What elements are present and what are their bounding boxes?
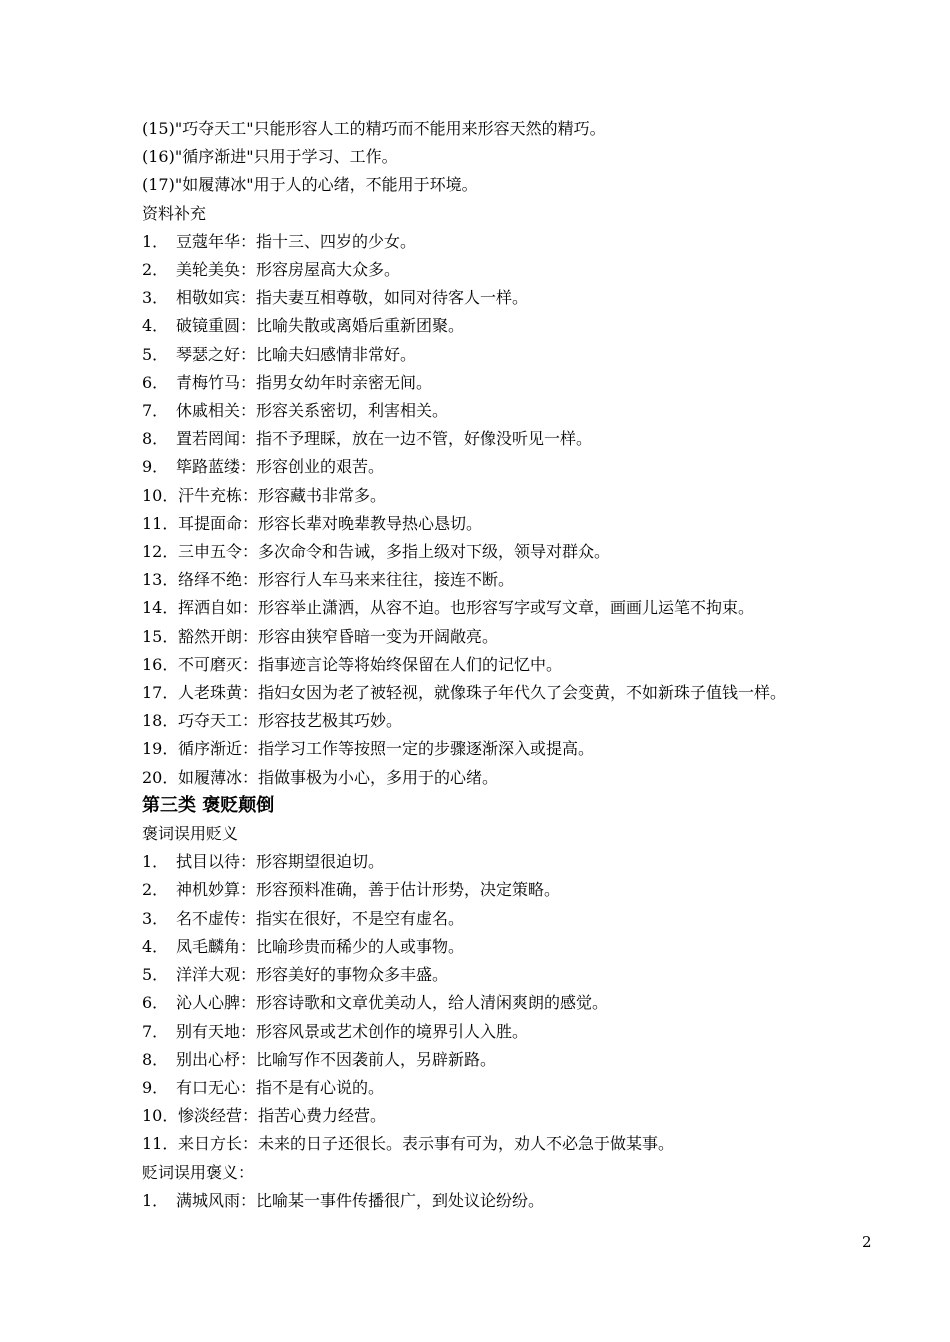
item-text: 人老珠黄：指妇女因为老了被轻视，就像珠子年代久了会变黄，不如新珠子值钱一样。 [178, 683, 787, 703]
item-number: 1． [142, 852, 169, 872]
list-item [142, 707, 902, 735]
item-text: 循序渐近：指学习工作等按照一定的步骤逐渐深入或提高。 [178, 739, 595, 759]
item-text: 如履薄冰：指做事极为小心，多用于的心绪。 [178, 767, 499, 787]
item-text: 拭目以待：形容期望很迫切。 [176, 852, 385, 872]
item-number: 3． [142, 908, 169, 928]
list-item [142, 425, 902, 453]
item-text: 美轮美奂：形容房屋高大众多。 [176, 260, 401, 280]
list-item [142, 876, 902, 904]
list-item [142, 482, 902, 510]
supplement-title: 资料补充 [142, 203, 207, 223]
item-text: 别出心杼：比喻写作不因袭前人，另辟新路。 [176, 1049, 497, 1069]
item-text: 洋洋大观：形容美好的事物众多丰盛。 [176, 965, 449, 985]
item-text: 来日方长：未来的日子还很长。表示事有可为，劝人不必急于做某事。 [178, 1134, 675, 1154]
document-body [142, 115, 902, 1215]
praise-title: 褒词误用贬义 [142, 824, 239, 844]
list-item [142, 397, 902, 425]
list-item [142, 1130, 902, 1158]
item-number: 4． [142, 316, 169, 336]
list-item [142, 679, 902, 707]
page-number: 2 [862, 1233, 872, 1251]
item-number: 8． [142, 1049, 169, 1069]
item-number: 15． [142, 626, 179, 646]
list-item [142, 1074, 902, 1102]
item-text: 巧夺天工：形容技艺极其巧妙。 [178, 711, 403, 731]
item-text: 三申五令：多次命令和告诫，多指上级对下级，领导对群众。 [178, 542, 611, 562]
item-number: 5． [142, 965, 169, 985]
item-number: 7． [142, 1021, 169, 1041]
item-number: 11． [142, 513, 179, 533]
list-item [142, 284, 902, 312]
note-line: (17)"如履薄冰"用于人的心绪，不能用于环境。 [142, 175, 478, 195]
list-item [142, 510, 902, 538]
item-number: 11． [142, 1134, 179, 1154]
derog-title: 贬词误用褒义： [142, 1162, 255, 1182]
item-number: 7． [142, 401, 169, 421]
item-text: 神机妙算：形容预料准确，善于估计形势，决定策略。 [176, 880, 561, 900]
item-number: 2． [142, 880, 169, 900]
item-number: 9． [142, 1077, 169, 1097]
list-item [142, 651, 902, 679]
item-text: 有口无心：指不是有心说的。 [176, 1077, 385, 1097]
list-item [142, 256, 902, 284]
item-text: 琴瑟之好：比喻夫妇感情非常好。 [176, 344, 417, 364]
item-number: 2． [142, 260, 169, 280]
item-text: 筚路蓝缕：形容创业的艰苦。 [176, 457, 385, 477]
item-number: 12． [142, 542, 179, 562]
item-number: 8． [142, 429, 169, 449]
item-text: 耳提面命：形容长辈对晚辈教导热心恳切。 [178, 513, 483, 533]
list-item [142, 453, 902, 481]
item-text: 置若罔闻：指不予理睬，放在一边不管，好像没听见一样。 [176, 429, 593, 449]
list-item [142, 905, 902, 933]
derog-list [142, 1187, 902, 1215]
item-text: 破镜重圆：比喻失散或离婚后重新团聚。 [176, 316, 465, 336]
list-item [142, 623, 902, 651]
item-text: 凤毛麟角：比喻珍贵而稀少的人或事物。 [176, 936, 465, 956]
item-number: 18． [142, 711, 179, 731]
item-text: 络绎不绝：形容行人车马来来往往，接连不断。 [178, 570, 515, 590]
item-number: 16． [142, 654, 179, 674]
list-item [142, 848, 902, 876]
item-number: 10． [142, 1106, 179, 1126]
item-number: 5． [142, 344, 169, 364]
item-number: 19． [142, 739, 179, 759]
item-text: 沁人心脾：形容诗歌和文章优美动人，给人清闲爽朗的感觉。 [176, 993, 609, 1013]
list-item [142, 538, 902, 566]
item-text: 满城风雨：比喻某一事件传播很广，到处议论纷纷。 [176, 1190, 545, 1210]
item-number: 17． [142, 683, 179, 703]
note-line: (16)"循序渐进"只用于学习、工作。 [142, 147, 398, 167]
item-number: 13． [142, 570, 179, 590]
item-text: 别有天地：形容风景或艺术创作的境界引人入胜。 [176, 1021, 529, 1041]
list-item [142, 1018, 902, 1046]
list-item [142, 594, 902, 622]
item-text: 惨淡经营：指苦心费力经营。 [178, 1106, 387, 1126]
item-text: 不可磨灭：指事迹言论等将始终保留在人们的记忆中。 [178, 654, 563, 674]
list-item [142, 341, 902, 369]
item-number: 3． [142, 288, 169, 308]
item-number: 10． [142, 485, 179, 505]
item-text: 豁然开朗：形容由狭窄昏暗一变为开阔敞亮。 [178, 626, 499, 646]
item-number: 6． [142, 993, 169, 1013]
item-text: 名不虚传：指实在很好，不是空有虚名。 [176, 908, 465, 928]
top-notes [142, 115, 902, 200]
list-item [142, 735, 902, 763]
item-number: 1． [142, 1190, 169, 1210]
list-item [142, 1102, 902, 1130]
item-number: 1． [142, 231, 169, 251]
list-item [142, 989, 902, 1017]
list-item [142, 1187, 902, 1215]
item-text: 豆蔻年华：指十三、四岁的少女。 [176, 231, 417, 251]
list-item [142, 369, 902, 397]
list-item [142, 312, 902, 340]
list-item [142, 1046, 902, 1074]
list-item [142, 228, 902, 256]
item-text: 青梅竹马：指男女幼年时亲密无间。 [176, 372, 433, 392]
item-number: 4． [142, 936, 169, 956]
item-text: 相敬如宾：指夫妻互相尊敬，如同对待客人一样。 [176, 288, 529, 308]
list-item [142, 933, 902, 961]
section-heading: 第三类 褒贬颠倒 [142, 794, 275, 816]
item-number: 20． [142, 767, 179, 787]
list-item [142, 764, 902, 792]
item-number: 14． [142, 598, 179, 618]
item-text: 挥洒自如：形容举止潇洒，从容不迫。也形容写字或写文章，画画儿运笔不拘束。 [178, 598, 755, 618]
praise-list [142, 848, 902, 1158]
list-item [142, 566, 902, 594]
supplement-list [142, 228, 902, 792]
list-item [142, 961, 902, 989]
item-number: 9． [142, 457, 169, 477]
note-line: (15)"巧夺天工"只能形容人工的精巧而不能用来形容天然的精巧。 [142, 119, 606, 138]
item-text: 休戚相关：形容关系密切，利害相关。 [176, 401, 449, 421]
item-number: 6． [142, 372, 169, 392]
item-text: 汗牛充栋：形容藏书非常多。 [178, 485, 387, 505]
